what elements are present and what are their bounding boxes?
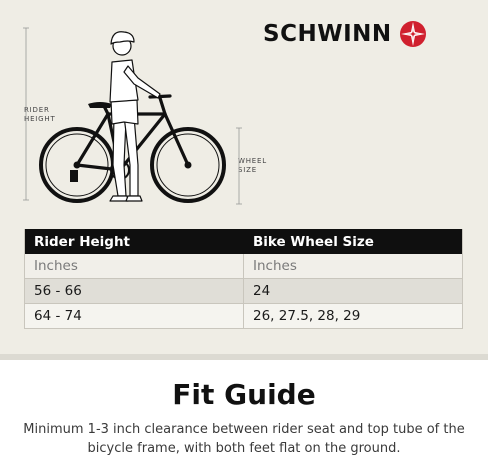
table-cell-rider-height: 64 - 74	[25, 304, 244, 328]
saddle	[88, 102, 112, 108]
rider-height-label-line2: HEIGHT	[24, 115, 56, 123]
compass-star-icon	[398, 19, 428, 49]
brand-name: SCHWINN	[263, 21, 392, 47]
fit-description: Minimum 1-3 inch clearance between rider seat and top tube of the bicycle frame, with both feet flat on the ground.	[23, 422, 465, 456]
brand-logo	[263, 18, 428, 50]
table-header-row	[25, 229, 462, 254]
table-row	[25, 304, 462, 329]
table-row	[25, 279, 462, 304]
wheel-size-label-line2: SIZE	[238, 166, 257, 174]
table-cell-wheel-size: 26, 27.5, 28, 29	[253, 308, 361, 324]
page-title: Fit Guide	[172, 378, 316, 411]
table-units-row	[25, 254, 462, 279]
units-rider-height: Inches	[25, 254, 244, 278]
wheel-size-label-line1: WHEEL	[238, 157, 267, 165]
section-divider	[0, 354, 488, 360]
units-wheel-size: Inches	[253, 258, 297, 274]
header-rider-height: Rider Height	[34, 233, 131, 250]
fit-table	[24, 229, 463, 329]
table-cell-rider-height: 56 - 66	[25, 279, 244, 303]
rider-height-label-line1: RIDER	[24, 106, 50, 114]
table-cell-wheel-size: 24	[253, 283, 271, 299]
rider-bike-illustration	[20, 20, 250, 210]
header-bike-wheel-size: Bike Wheel Size	[253, 233, 374, 250]
